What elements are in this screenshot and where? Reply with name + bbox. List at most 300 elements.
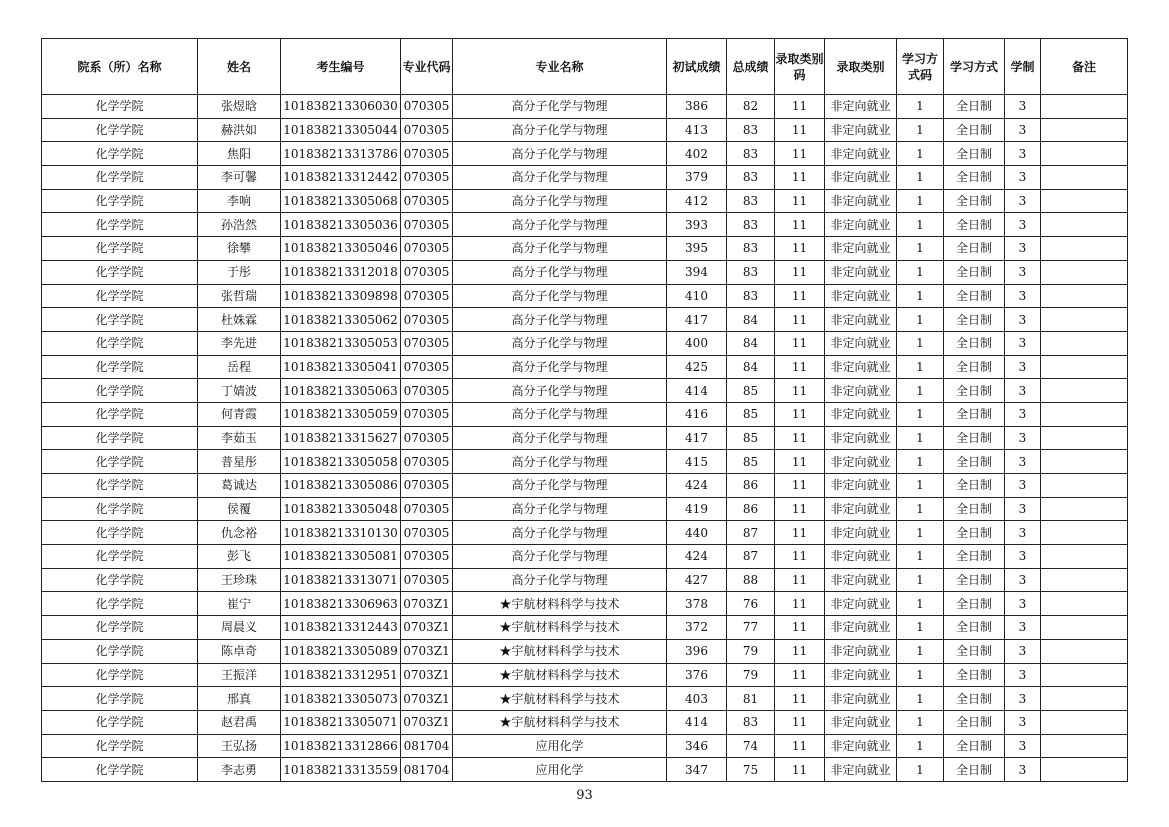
cell-duration: 3	[1005, 758, 1041, 782]
cell-study-mode: 全日制	[944, 426, 1005, 450]
cell-duration: 3	[1005, 237, 1041, 261]
cell-admission-type-code: 11	[775, 284, 825, 308]
cell-admission-type-code: 11	[775, 734, 825, 758]
cell-study-mode: 全日制	[944, 474, 1005, 498]
cell-remarks	[1041, 213, 1128, 237]
cell-study-mode: 全日制	[944, 284, 1005, 308]
cell-study-mode-code: 1	[897, 95, 944, 119]
cell-duration: 3	[1005, 450, 1041, 474]
cell-candidate-id: 101838213306030	[281, 95, 401, 119]
cell-study-mode-code: 1	[897, 142, 944, 166]
cell-remarks	[1041, 189, 1128, 213]
table-row	[42, 331, 1128, 355]
cell-candidate-id: 101838213305068	[281, 189, 401, 213]
cell-admission-type: 非定向就业	[825, 118, 897, 142]
cell-study-mode-code: 1	[897, 402, 944, 426]
cell-department: 化学学院	[42, 758, 198, 782]
cell-candidate-id: 101838213305059	[281, 402, 401, 426]
cell-admission-type: 非定向就业	[825, 497, 897, 521]
cell-prelim-score: 417	[667, 308, 727, 332]
cell-study-mode: 全日制	[944, 592, 1005, 616]
table-row	[42, 118, 1128, 142]
cell-duration: 3	[1005, 497, 1041, 521]
cell-admission-type-code: 11	[775, 616, 825, 640]
cell-candidate-id: 101838213305063	[281, 379, 401, 403]
cell-total-score: 85	[727, 426, 775, 450]
cell-major-name: 高分子化学与物理	[453, 521, 667, 545]
cell-duration: 3	[1005, 426, 1041, 450]
cell-study-mode: 全日制	[944, 710, 1005, 734]
cell-department: 化学学院	[42, 260, 198, 284]
cell-study-mode-code: 1	[897, 426, 944, 450]
cell-duration: 3	[1005, 308, 1041, 332]
cell-department: 化学学院	[42, 284, 198, 308]
cell-major-name: 高分子化学与物理	[453, 95, 667, 119]
cell-remarks	[1041, 142, 1128, 166]
cell-admission-type: 非定向就业	[825, 189, 897, 213]
cell-total-score: 83	[727, 237, 775, 261]
cell-admission-type: 非定向就业	[825, 426, 897, 450]
cell-name: 何青霞	[198, 402, 281, 426]
cell-name: 周晨义	[198, 616, 281, 640]
cell-study-mode: 全日制	[944, 331, 1005, 355]
cell-name: 仇念裕	[198, 521, 281, 545]
cell-major-name: 高分子化学与物理	[453, 355, 667, 379]
cell-total-score: 83	[727, 142, 775, 166]
cell-total-score: 83	[727, 213, 775, 237]
table-row	[42, 639, 1128, 663]
cell-department: 化学学院	[42, 142, 198, 166]
cell-remarks	[1041, 639, 1128, 663]
cell-duration: 3	[1005, 639, 1041, 663]
cell-name: 侯覆	[198, 497, 281, 521]
cell-major-name: ★宇航材料科学与技术	[453, 616, 667, 640]
cell-name: 赵君禹	[198, 710, 281, 734]
cell-candidate-id: 101838213312951	[281, 663, 401, 687]
cell-study-mode: 全日制	[944, 118, 1005, 142]
cell-duration: 3	[1005, 474, 1041, 498]
cell-study-mode-code: 1	[897, 237, 944, 261]
cell-major-code: 070305	[401, 166, 453, 190]
cell-study-mode-code: 1	[897, 450, 944, 474]
cell-total-score: 85	[727, 402, 775, 426]
cell-major-name: 高分子化学与物理	[453, 142, 667, 166]
cell-admission-type-code: 11	[775, 687, 825, 711]
table-row	[42, 142, 1128, 166]
cell-remarks	[1041, 497, 1128, 521]
cell-study-mode-code: 1	[897, 497, 944, 521]
cell-duration: 3	[1005, 379, 1041, 403]
cell-admission-type: 非定向就业	[825, 734, 897, 758]
cell-admission-type-code: 11	[775, 474, 825, 498]
cell-remarks	[1041, 450, 1128, 474]
cell-total-score: 83	[727, 710, 775, 734]
cell-admission-type: 非定向就业	[825, 166, 897, 190]
cell-major-name: 应用化学	[453, 758, 667, 782]
cell-study-mode-code: 1	[897, 379, 944, 403]
cell-duration: 3	[1005, 189, 1041, 213]
cell-admission-type: 非定向就业	[825, 592, 897, 616]
cell-candidate-id: 101838213313071	[281, 568, 401, 592]
header-major-code: 专业代码	[401, 39, 453, 95]
table-row	[42, 237, 1128, 261]
table-row	[42, 284, 1128, 308]
cell-major-name: 高分子化学与物理	[453, 260, 667, 284]
cell-major-name: 高分子化学与物理	[453, 402, 667, 426]
cell-name: 张煜晗	[198, 95, 281, 119]
cell-prelim-score: 393	[667, 213, 727, 237]
cell-department: 化学学院	[42, 568, 198, 592]
cell-admission-type: 非定向就业	[825, 237, 897, 261]
cell-admission-type-code: 11	[775, 450, 825, 474]
cell-name: 李响	[198, 189, 281, 213]
cell-major-code: 070305	[401, 118, 453, 142]
cell-major-name: 高分子化学与物理	[453, 545, 667, 569]
table-row	[42, 687, 1128, 711]
cell-admission-type: 非定向就业	[825, 402, 897, 426]
cell-name: 彭飞	[198, 545, 281, 569]
cell-duration: 3	[1005, 734, 1041, 758]
cell-major-code: 070305	[401, 355, 453, 379]
cell-remarks	[1041, 237, 1128, 261]
admission-table	[41, 38, 1128, 782]
cell-prelim-score: 419	[667, 497, 727, 521]
cell-duration: 3	[1005, 710, 1041, 734]
cell-department: 化学学院	[42, 521, 198, 545]
cell-department: 化学学院	[42, 308, 198, 332]
cell-study-mode: 全日制	[944, 687, 1005, 711]
cell-prelim-score: 410	[667, 284, 727, 308]
cell-total-score: 85	[727, 450, 775, 474]
cell-name: 普星彤	[198, 450, 281, 474]
cell-candidate-id: 101838213305062	[281, 308, 401, 332]
cell-candidate-id: 101838213310130	[281, 521, 401, 545]
header-study-mode: 学习方式	[944, 39, 1005, 95]
cell-major-code: 070305	[401, 568, 453, 592]
cell-candidate-id: 101838213305048	[281, 497, 401, 521]
cell-major-code: 070305	[401, 331, 453, 355]
table-row	[42, 260, 1128, 284]
cell-admission-type-code: 11	[775, 758, 825, 782]
cell-name: 焦阳	[198, 142, 281, 166]
cell-prelim-score: 424	[667, 545, 727, 569]
cell-candidate-id: 101838213305081	[281, 545, 401, 569]
cell-total-score: 83	[727, 118, 775, 142]
cell-prelim-score: 414	[667, 379, 727, 403]
cell-candidate-id: 101838213305046	[281, 237, 401, 261]
table-row	[42, 426, 1128, 450]
cell-prelim-score: 402	[667, 142, 727, 166]
cell-admission-type: 非定向就业	[825, 95, 897, 119]
cell-study-mode-code: 1	[897, 118, 944, 142]
header-total-score: 总成绩	[727, 39, 775, 95]
cell-admission-type-code: 11	[775, 213, 825, 237]
header-prelim-score: 初试成绩	[667, 39, 727, 95]
cell-total-score: 79	[727, 639, 775, 663]
table-row	[42, 734, 1128, 758]
table-row	[42, 95, 1128, 119]
cell-department: 化学学院	[42, 497, 198, 521]
cell-duration: 3	[1005, 402, 1041, 426]
cell-remarks	[1041, 521, 1128, 545]
cell-study-mode-code: 1	[897, 734, 944, 758]
cell-prelim-score: 395	[667, 237, 727, 261]
cell-major-code: 0703Z1	[401, 710, 453, 734]
cell-admission-type-code: 11	[775, 521, 825, 545]
cell-prelim-score: 440	[667, 521, 727, 545]
cell-prelim-score: 394	[667, 260, 727, 284]
cell-prelim-score: 376	[667, 663, 727, 687]
cell-total-score: 87	[727, 521, 775, 545]
cell-study-mode: 全日制	[944, 237, 1005, 261]
cell-duration: 3	[1005, 213, 1041, 237]
page-number: 93	[576, 788, 593, 803]
cell-admission-type-code: 11	[775, 189, 825, 213]
cell-study-mode-code: 1	[897, 166, 944, 190]
table-body	[42, 95, 1128, 782]
cell-remarks	[1041, 758, 1128, 782]
cell-prelim-score: 396	[667, 639, 727, 663]
cell-prelim-score: 427	[667, 568, 727, 592]
cell-study-mode: 全日制	[944, 450, 1005, 474]
cell-duration: 3	[1005, 260, 1041, 284]
table-row	[42, 663, 1128, 687]
cell-major-code: 070305	[401, 497, 453, 521]
cell-total-score: 87	[727, 545, 775, 569]
cell-admission-type: 非定向就业	[825, 639, 897, 663]
cell-total-score: 77	[727, 616, 775, 640]
cell-major-code: 070305	[401, 95, 453, 119]
cell-remarks	[1041, 118, 1128, 142]
cell-candidate-id: 101838213312443	[281, 616, 401, 640]
cell-total-score: 83	[727, 189, 775, 213]
cell-total-score: 83	[727, 284, 775, 308]
header-admission-type-code: 录取类别码	[775, 39, 825, 95]
cell-remarks	[1041, 355, 1128, 379]
cell-study-mode: 全日制	[944, 189, 1005, 213]
cell-name: 李可馨	[198, 166, 281, 190]
cell-remarks	[1041, 734, 1128, 758]
cell-major-code: 070305	[401, 379, 453, 403]
cell-admission-type-code: 11	[775, 308, 825, 332]
header-row	[42, 39, 1128, 95]
cell-prelim-score: 378	[667, 592, 727, 616]
cell-candidate-id: 101838213315627	[281, 426, 401, 450]
cell-major-code: 070305	[401, 402, 453, 426]
cell-candidate-id: 101838213305073	[281, 687, 401, 711]
cell-major-code: 070305	[401, 189, 453, 213]
cell-candidate-id: 101838213305053	[281, 331, 401, 355]
cell-study-mode-code: 1	[897, 284, 944, 308]
header-remarks: 备注	[1041, 39, 1128, 95]
table-row	[42, 213, 1128, 237]
cell-department: 化学学院	[42, 331, 198, 355]
cell-study-mode: 全日制	[944, 616, 1005, 640]
cell-admission-type-code: 11	[775, 710, 825, 734]
cell-major-code: 070305	[401, 426, 453, 450]
cell-department: 化学学院	[42, 545, 198, 569]
cell-major-code: 070305	[401, 474, 453, 498]
cell-study-mode-code: 1	[897, 521, 944, 545]
cell-duration: 3	[1005, 166, 1041, 190]
cell-name: 赫洪如	[198, 118, 281, 142]
cell-duration: 3	[1005, 687, 1041, 711]
cell-prelim-score: 346	[667, 734, 727, 758]
cell-duration: 3	[1005, 142, 1041, 166]
cell-candidate-id: 101838213305041	[281, 355, 401, 379]
cell-major-name: 高分子化学与物理	[453, 497, 667, 521]
cell-department: 化学学院	[42, 687, 198, 711]
cell-prelim-score: 412	[667, 189, 727, 213]
cell-department: 化学学院	[42, 402, 198, 426]
cell-name: 葛诚达	[198, 474, 281, 498]
cell-admission-type-code: 11	[775, 639, 825, 663]
header-department: 院系（所）名称	[42, 39, 198, 95]
cell-major-name: 高分子化学与物理	[453, 568, 667, 592]
table-row	[42, 568, 1128, 592]
cell-total-score: 86	[727, 497, 775, 521]
cell-major-name: ★宇航材料科学与技术	[453, 687, 667, 711]
cell-department: 化学学院	[42, 450, 198, 474]
cell-study-mode: 全日制	[944, 545, 1005, 569]
cell-duration: 3	[1005, 284, 1041, 308]
cell-department: 化学学院	[42, 379, 198, 403]
cell-major-name: ★宇航材料科学与技术	[453, 710, 667, 734]
cell-candidate-id: 101838213312442	[281, 166, 401, 190]
cell-department: 化学学院	[42, 474, 198, 498]
cell-major-code: 0703Z1	[401, 639, 453, 663]
cell-admission-type: 非定向就业	[825, 331, 897, 355]
cell-admission-type: 非定向就业	[825, 521, 897, 545]
cell-prelim-score: 414	[667, 710, 727, 734]
cell-study-mode-code: 1	[897, 616, 944, 640]
cell-remarks	[1041, 260, 1128, 284]
cell-duration: 3	[1005, 95, 1041, 119]
cell-study-mode: 全日制	[944, 213, 1005, 237]
cell-admission-type: 非定向就业	[825, 142, 897, 166]
header-duration: 学制	[1005, 39, 1041, 95]
cell-admission-type-code: 11	[775, 331, 825, 355]
cell-total-score: 84	[727, 308, 775, 332]
cell-major-name: 高分子化学与物理	[453, 166, 667, 190]
cell-remarks	[1041, 379, 1128, 403]
cell-department: 化学学院	[42, 592, 198, 616]
cell-name: 崔宁	[198, 592, 281, 616]
table-row	[42, 474, 1128, 498]
cell-total-score: 83	[727, 166, 775, 190]
cell-major-code: 081704	[401, 758, 453, 782]
header-major-name: 专业名称	[453, 39, 667, 95]
cell-name: 陈卓奇	[198, 639, 281, 663]
cell-study-mode-code: 1	[897, 710, 944, 734]
cell-prelim-score: 425	[667, 355, 727, 379]
cell-study-mode-code: 1	[897, 687, 944, 711]
cell-study-mode-code: 1	[897, 545, 944, 569]
cell-study-mode-code: 1	[897, 331, 944, 355]
cell-candidate-id: 101838213306963	[281, 592, 401, 616]
cell-duration: 3	[1005, 663, 1041, 687]
cell-prelim-score: 416	[667, 402, 727, 426]
cell-department: 化学学院	[42, 426, 198, 450]
cell-candidate-id: 101838213313559	[281, 758, 401, 782]
cell-name: 李茹玉	[198, 426, 281, 450]
cell-admission-type: 非定向就业	[825, 568, 897, 592]
table-row	[42, 308, 1128, 332]
cell-admission-type: 非定向就业	[825, 213, 897, 237]
cell-admission-type: 非定向就业	[825, 687, 897, 711]
cell-major-name: 高分子化学与物理	[453, 118, 667, 142]
cell-admission-type-code: 11	[775, 426, 825, 450]
cell-study-mode: 全日制	[944, 355, 1005, 379]
cell-study-mode-code: 1	[897, 308, 944, 332]
cell-study-mode: 全日制	[944, 379, 1005, 403]
cell-total-score: 79	[727, 663, 775, 687]
cell-study-mode: 全日制	[944, 758, 1005, 782]
cell-name: 邢真	[198, 687, 281, 711]
cell-name: 杜姝霖	[198, 308, 281, 332]
cell-name: 岳程	[198, 355, 281, 379]
cell-total-score: 75	[727, 758, 775, 782]
header-admission-type: 录取类别	[825, 39, 897, 95]
cell-prelim-score: 415	[667, 450, 727, 474]
cell-admission-type-code: 11	[775, 497, 825, 521]
cell-name: 徐攀	[198, 237, 281, 261]
cell-candidate-id: 101838213305044	[281, 118, 401, 142]
cell-department: 化学学院	[42, 355, 198, 379]
cell-admission-type: 非定向就业	[825, 474, 897, 498]
cell-name: 李志勇	[198, 758, 281, 782]
cell-department: 化学学院	[42, 95, 198, 119]
table-row	[42, 189, 1128, 213]
table-row	[42, 450, 1128, 474]
cell-admission-type: 非定向就业	[825, 710, 897, 734]
cell-major-code: 070305	[401, 284, 453, 308]
cell-major-name: 高分子化学与物理	[453, 284, 667, 308]
cell-major-code: 081704	[401, 734, 453, 758]
table-row	[42, 758, 1128, 782]
table-row	[42, 355, 1128, 379]
cell-remarks	[1041, 331, 1128, 355]
cell-admission-type: 非定向就业	[825, 663, 897, 687]
cell-study-mode-code: 1	[897, 758, 944, 782]
cell-major-code: 0703Z1	[401, 687, 453, 711]
cell-department: 化学学院	[42, 189, 198, 213]
header-name: 姓名	[198, 39, 281, 95]
table-row	[42, 545, 1128, 569]
cell-study-mode: 全日制	[944, 402, 1005, 426]
cell-duration: 3	[1005, 545, 1041, 569]
cell-total-score: 88	[727, 568, 775, 592]
cell-duration: 3	[1005, 331, 1041, 355]
cell-prelim-score: 372	[667, 616, 727, 640]
cell-admission-type-code: 11	[775, 663, 825, 687]
cell-department: 化学学院	[42, 734, 198, 758]
table-row	[42, 166, 1128, 190]
cell-department: 化学学院	[42, 710, 198, 734]
cell-admission-type-code: 11	[775, 95, 825, 119]
cell-name: 丁婧波	[198, 379, 281, 403]
cell-admission-type: 非定向就业	[825, 450, 897, 474]
cell-major-code: 0703Z1	[401, 663, 453, 687]
cell-major-name: 高分子化学与物理	[453, 474, 667, 498]
cell-admission-type-code: 11	[775, 260, 825, 284]
cell-admission-type-code: 11	[775, 545, 825, 569]
cell-admission-type-code: 11	[775, 166, 825, 190]
cell-total-score: 83	[727, 260, 775, 284]
cell-prelim-score: 417	[667, 426, 727, 450]
cell-study-mode-code: 1	[897, 189, 944, 213]
cell-major-code: 070305	[401, 237, 453, 261]
